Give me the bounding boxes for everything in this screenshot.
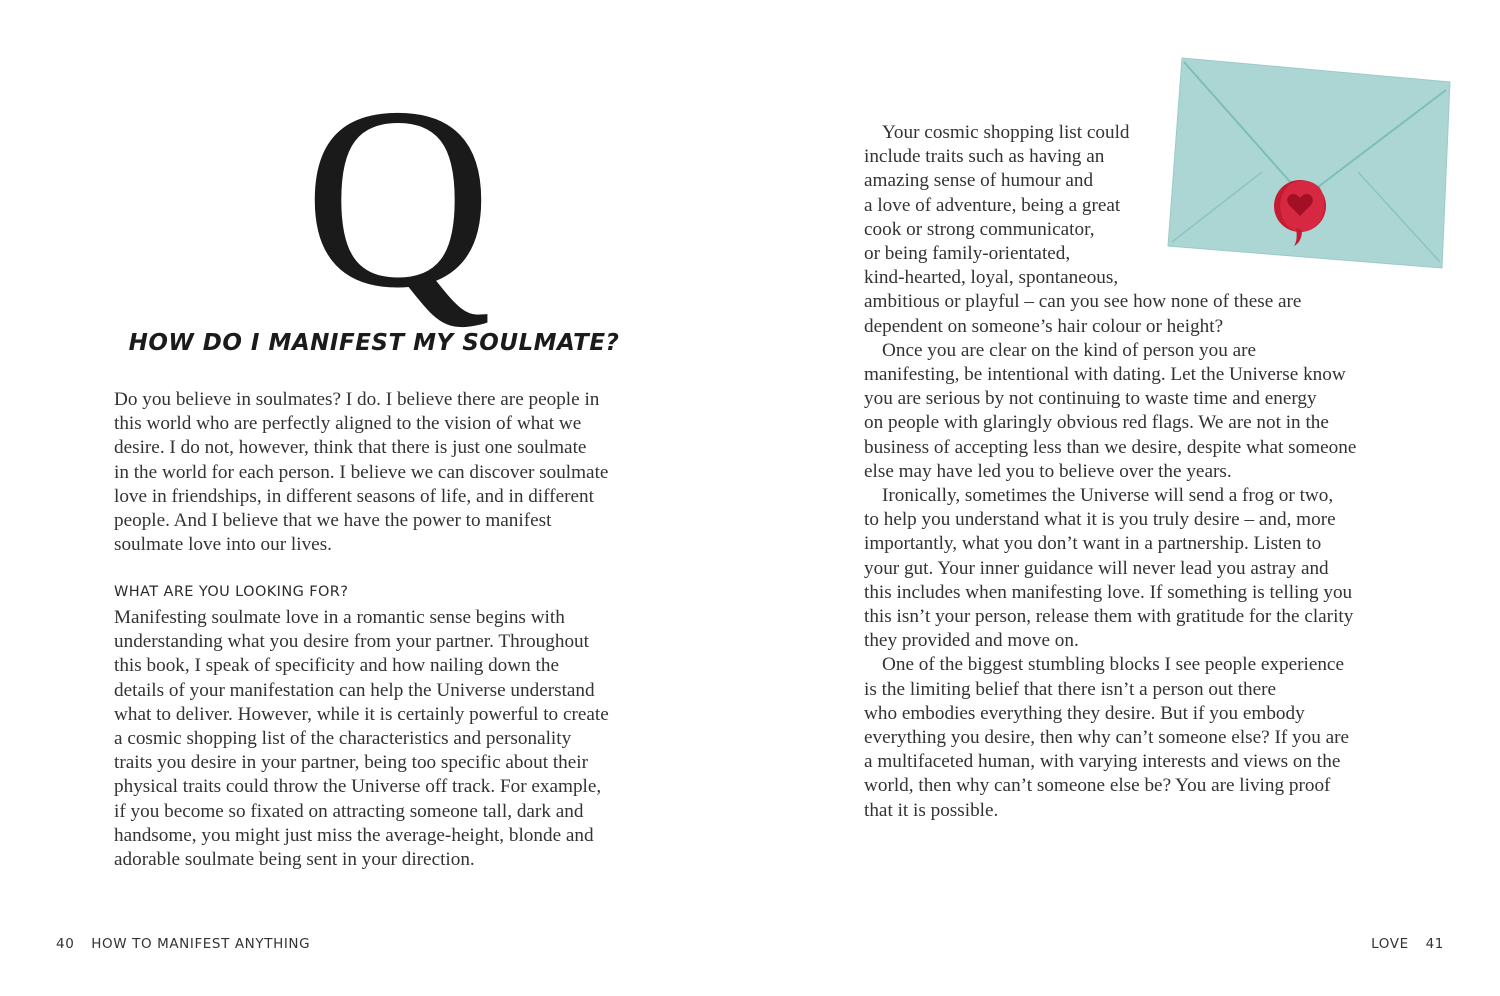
text-line: a love of adventure, being a great (864, 194, 1121, 216)
text-line: love in friendships, in different seasons of life, and in different (114, 485, 594, 507)
text-line: or being family-orientated, (864, 243, 1071, 265)
text-line: people. And I believe that we have the power to manifest (114, 510, 552, 532)
text-line: Do you believe in soulmates? I do. I believe there are people in (114, 389, 600, 410)
text-line: understanding what you desire from your partner. Throughout (114, 631, 589, 653)
text-line: they provided and move on. (864, 630, 1079, 652)
text-line: include traits such as having an (864, 146, 1105, 168)
text-line: adorable soulmate being sent in your direction. (114, 849, 475, 871)
text-line: to help you understand what it is you truly desire – and, more (864, 509, 1336, 531)
text-line: cook or strong communicator, (864, 218, 1095, 240)
text-line: in the world for each person. I believe we can discover soulmate (114, 461, 609, 483)
text-line: traits you desire in your partner, being too specific about their (114, 752, 588, 774)
section-subheading: WHAT ARE YOU LOOKING FOR? (114, 584, 349, 600)
text-line: your gut. Your inner guidance will never lead you astray and (864, 557, 1329, 579)
text-line: this book, I speak of specificity and how nailing down the (114, 655, 559, 677)
text-line: a multifaceted human, with varying interests and views on the (864, 751, 1341, 773)
intro-paragraph (114, 388, 642, 557)
text-line: if you become so fixated on attracting someone tall, dark and (114, 800, 584, 822)
footer-left (56, 936, 310, 952)
text-line: desire. I do not, however, think that there is just one soulmate (114, 437, 587, 459)
page-heading: HOW DO I MANIFEST MY SOULMATE? (128, 330, 620, 356)
text-line: manifesting, be intentional with dating. Let the Universe know (864, 364, 1346, 386)
text-line: that it is possible. (864, 799, 999, 821)
footer-right (1371, 936, 1444, 952)
text-line: this includes when manifesting love. If something is telling you (864, 581, 1353, 603)
envelope-body (1168, 58, 1450, 268)
envelope-illustration (1162, 52, 1454, 272)
text-line: importantly, what you don’t want in a partnership. Listen to (864, 533, 1322, 555)
text-line: this isn’t your person, release them with gratitude for the clarity (864, 606, 1354, 628)
text-line: dependent on someone’s hair colour or height? (864, 315, 1224, 337)
text-line: kind-hearted, loyal, spontaneous, (864, 267, 1119, 289)
text-line: is the limiting belief that there isn’t a person out there (864, 678, 1277, 700)
right-page-number: 41 (1425, 936, 1444, 952)
left-running-title: HOW TO MANIFEST ANYTHING (91, 936, 311, 952)
text-line: world, then why can’t someone else be? You are living proof (864, 775, 1331, 797)
text-line: details of your manifestation can help the Universe understand (114, 679, 595, 701)
text-line: a cosmic shopping list of the characteristics and personality (114, 728, 572, 750)
text-line: Manifesting soulmate love in a romantic sense begins with (114, 607, 565, 628)
text-line: physical traits could throw the Universe off track. For example, (114, 776, 602, 798)
text-line: Your cosmic shopping list could (882, 122, 1130, 143)
section-paragraph (114, 606, 642, 872)
text-line: what to deliver. However, while it is certainly powerful to create (114, 703, 609, 725)
text-line: this world who are perfectly aligned to the vision of what we (114, 413, 582, 435)
text-line: soulmate love into our lives. (114, 534, 332, 556)
text-line: on people with glaringly obvious red flags. We are not in the (864, 412, 1329, 434)
text-line: you are serious by not continuing to waste time and energy (864, 388, 1317, 410)
text-line: Ironically, sometimes the Universe will send a frog or two, (882, 485, 1334, 507)
drop-cap-q: Q (304, 54, 492, 342)
text-line: handsome, you might just miss the average-height, blonde and (114, 824, 594, 846)
text-line: else may have led you to believe over the years. (864, 460, 1232, 482)
left-page-number: 40 (56, 936, 75, 952)
text-line: who embodies everything they desire. But if you embody (864, 702, 1305, 724)
text-line: business of accepting less than we desire, despite what someone (864, 436, 1357, 458)
text-line: ambitious or playful – can you see how none of these are (864, 291, 1302, 313)
text-line: Once you are clear on the kind of person you are (882, 339, 1257, 361)
text-line: One of the biggest stumbling blocks I see people experience (882, 654, 1344, 676)
text-line: everything you desire, then why can’t someone else? If you are (864, 727, 1350, 749)
right-running-title: LOVE (1371, 936, 1409, 952)
text-line: amazing sense of humour and (864, 170, 1094, 192)
